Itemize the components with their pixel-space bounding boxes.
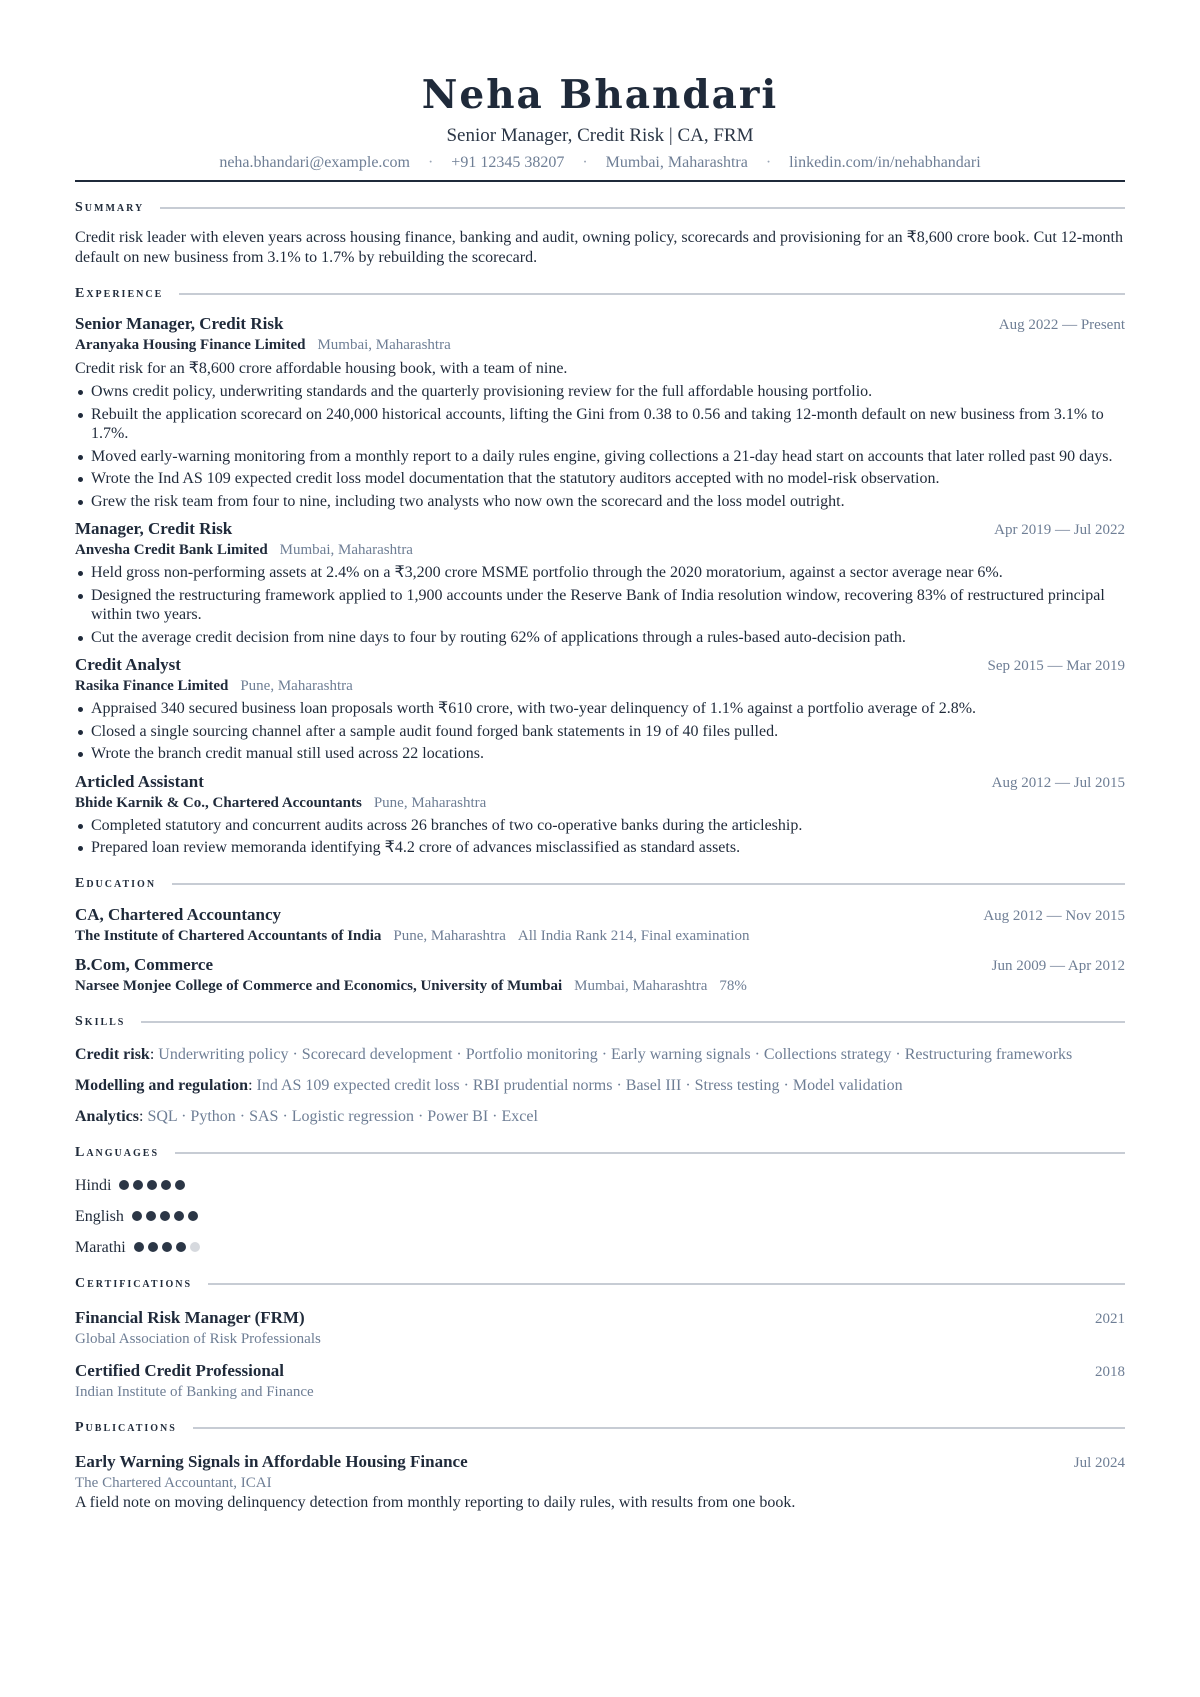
resume-header [75, 0, 1125, 182]
rating-dot-filled [188, 1211, 198, 1221]
list-item: Closed a single sourcing channel after a sample audit found forged bank statements in 19 of 40 files pulled. [75, 722, 1125, 742]
publications-section [75, 1416, 1125, 1513]
experience-entry [75, 314, 1125, 511]
skill-group: Analytics: SQL · Python · SAS · Logistic regression · Power BI · Excel [75, 1107, 538, 1125]
certification-issuer: Global Association of Risk Professionals [75, 1330, 321, 1347]
education-dates: Aug 2012 — Nov 2015 [983, 907, 1125, 924]
education-note: All India Rank 214, Final examination [517, 927, 750, 944]
job-organization: Bhide Karnik & Co., Chartered Accountants [75, 794, 362, 811]
languages-section [75, 1141, 1125, 1258]
section-title: Publications [75, 1419, 177, 1435]
section-divider [141, 1021, 1125, 1023]
rating-dot-filled [176, 1242, 186, 1252]
section-heading [75, 1141, 1125, 1165]
language-item [75, 1176, 1125, 1196]
experience-entry [75, 772, 1125, 858]
candidate-headline: Senior Manager, Credit Risk | CA, FRM [446, 125, 754, 146]
contact-line [75, 152, 1125, 174]
language-rating [132, 1208, 202, 1226]
publication-date: Jul 2024 [1073, 1454, 1125, 1471]
rating-dot-filled [119, 1180, 129, 1190]
job-location: Pune, Maharashtra [373, 794, 487, 811]
job-location: Mumbai, Maharashtra [279, 542, 413, 558]
header-divider [75, 180, 1125, 182]
skill-group: Credit risk: Underwriting policy · Scorecard development · Portfolio monitoring · Early warning signals · Collections strategy · Restructuring frameworks [75, 1045, 1073, 1063]
list-item: Completed statutory and concurrent audits across 26 branches of two co-operative banks during the articleship. [75, 816, 1125, 836]
section-divider [160, 207, 1125, 209]
rating-dot-filled [147, 1180, 157, 1190]
experience-entry [75, 655, 1125, 764]
rating-dot-filled [175, 1180, 185, 1190]
skill-label: Credit risk [75, 1045, 150, 1063]
certification-year: 2018 [1095, 1363, 1125, 1380]
contact-linkedin[interactable]: linkedin.com/in/nehabhandari [789, 154, 981, 171]
job-bullets [75, 382, 1125, 511]
candidate-name: Neha Bhandari [421, 72, 779, 118]
job-dates: Sep 2015 — Mar 2019 [987, 658, 1125, 674]
job-location: Mumbai, Maharashtra [317, 337, 451, 353]
job-dates: Aug 2012 — Jul 2015 [991, 774, 1125, 791]
skills-section [75, 1010, 1125, 1127]
school-name: Narsee Monjee College of Commerce and Economics, University of Mumbai [75, 977, 563, 994]
section-divider [193, 1427, 1125, 1429]
section-heading [75, 282, 1125, 306]
school-location: Mumbai, Maharashtra [574, 977, 708, 994]
contact-separator: · [427, 154, 434, 171]
job-location: Pune, Maharashtra [240, 678, 353, 694]
list-item: Rebuilt the application scorecard on 240,000 historical accounts, lifting the Gini from 0.38 to 0.56 and taking 12-month default on new business from 3.1% to 1.7%. [75, 405, 1125, 444]
skill-label: Modelling and regulation [75, 1076, 249, 1094]
certification-issuer: Indian Institute of Banking and Finance [75, 1383, 314, 1400]
job-organization: Rasika Finance Limited [75, 678, 229, 694]
degree-title: CA, Chartered Accountancy [75, 904, 282, 924]
list-item: Owns credit policy, underwriting standards and the quarterly provisioning review for the full affordable housing portfolio. [75, 382, 1125, 402]
job-organization: Aranyaka Housing Finance Limited [75, 337, 306, 353]
rating-dot-filled [134, 1242, 144, 1252]
school-name: The Institute of Chartered Accountants of India [75, 927, 382, 944]
contact-separator: · [582, 154, 588, 171]
section-heading [75, 196, 1125, 220]
publication-entry [75, 1452, 1125, 1513]
job-title: Manager, Credit Risk [75, 519, 233, 538]
list-item: Prepared loan review memoranda identifying ₹4.2 crore of advances misclassified as standard assets. [75, 838, 1125, 858]
skill-items: SQL · Python · SAS · Logistic regression · Power BI · Excel [147, 1107, 538, 1125]
certification-year: 2021 [1095, 1310, 1125, 1327]
section-divider [208, 1283, 1125, 1285]
rating-dot-filled [162, 1242, 172, 1252]
language-rating [134, 1239, 204, 1257]
job-bullets [75, 699, 1125, 764]
section-heading [75, 1010, 1125, 1034]
list-item: Designed the restructuring framework applied to 1,900 accounts under the Reserve Bank of India resolution window, recovering 83% of restructured principal within two years. [75, 586, 1125, 625]
list-item: Wrote the branch credit manual still used across 22 locations. [75, 744, 1125, 764]
experience-entry [75, 519, 1125, 647]
certifications-section [75, 1272, 1125, 1402]
publication-description: A field note on moving delinquency detection from monthly reporting to daily rules, with results from one book. [75, 1493, 796, 1511]
summary-section [75, 196, 1125, 268]
summary-text: Credit risk leader with eleven years across housing finance, banking and audit, owning policy, scorecards and provisioning for an ₹8,600 crore book. Cut 12-month default on new business from 3.1% to 1.7% by rebuilding the scorecard. [75, 229, 1123, 266]
publication-venue: The Chartered Accountant, ICAI [75, 1474, 272, 1491]
degree-title: B.Com, Commerce [75, 954, 214, 974]
job-bullets [75, 563, 1125, 647]
section-divider [175, 1152, 1125, 1154]
certification-name: Financial Risk Manager (FRM) [75, 1307, 305, 1327]
experience-section [75, 282, 1125, 858]
skill-group: Modelling and regulation: Ind AS 109 expected credit loss · RBI prudential norms · Basel III · Stress testing · Model validation [75, 1076, 903, 1094]
job-dates: Aug 2022 — Present [998, 317, 1125, 333]
education-dates: Jun 2009 — Apr 2012 [991, 957, 1125, 974]
list-item: Wrote the Ind AS 109 expected credit loss model documentation that the statutory auditors accepted with no model-risk observation. [75, 469, 1125, 489]
job-title: Senior Manager, Credit Risk [75, 314, 284, 333]
school-location: Pune, Maharashtra [393, 927, 506, 944]
language-item [75, 1207, 1125, 1227]
certification-entry [75, 1308, 1125, 1349]
skill-items: Underwriting policy · Scorecard development · Portfolio monitoring · Early warning signals · Collections strategy · Restructuring frameworks [158, 1045, 1073, 1063]
education-note: 78% [719, 977, 747, 994]
certification-name: Certified Credit Professional [75, 1360, 284, 1380]
rating-dot-empty [190, 1242, 200, 1252]
section-title: Skills [75, 1013, 126, 1029]
rating-dot-filled [133, 1180, 143, 1190]
language-name: English [75, 1207, 124, 1225]
skill-label: Analytics [75, 1107, 139, 1125]
section-title: Experience [75, 286, 164, 301]
rating-dot-filled [161, 1180, 171, 1190]
job-title: Articled Assistant [75, 771, 204, 791]
section-title: Education [75, 875, 157, 891]
job-title: Credit Analyst [75, 655, 181, 674]
list-item: Cut the average credit decision from nine days to four by routing 62% of applications through a rules-based auto-decision path. [75, 628, 1125, 648]
rating-dot-filled [160, 1211, 170, 1221]
language-name: Hindi [75, 1176, 112, 1194]
education-entry [75, 955, 1125, 996]
section-heading [75, 1272, 1125, 1296]
rating-dot-filled [132, 1211, 142, 1221]
section-title: Languages [75, 1144, 160, 1160]
section-divider [179, 293, 1125, 295]
section-divider [172, 883, 1125, 885]
language-rating [119, 1177, 189, 1195]
publication-title: Early Warning Signals in Affordable Housing Finance [75, 1451, 468, 1471]
contact-separator: · [765, 154, 772, 171]
job-bullets [75, 816, 1125, 858]
contact-email[interactable]: neha.bhandari@example.com [219, 154, 410, 171]
skill-items: Ind AS 109 expected credit loss · RBI prudential norms · Basel III · Stress testing · Model validation [256, 1076, 903, 1094]
job-dates: Apr 2019 — Jul 2022 [994, 522, 1125, 538]
contact-phone[interactable]: +91 12345 38207 [451, 154, 565, 171]
language-item [75, 1238, 1125, 1258]
job-description: Credit risk for an ₹8,600 crore affordable housing book, with a team of nine. [75, 360, 568, 377]
certification-entry [75, 1361, 1125, 1402]
job-organization: Anvesha Credit Bank Limited [75, 542, 268, 558]
language-name: Marathi [75, 1238, 126, 1256]
list-item: Moved early-warning monitoring from a monthly report to a daily rules engine, giving collections a 21-day head start on accounts that later rolled past 90 days. [75, 447, 1125, 467]
section-heading [75, 872, 1125, 896]
list-item: Held gross non-performing assets at 2.4% on a ₹3,200 crore MSME portfolio through the 2020 moratorium, against a sector average near 6%. [75, 563, 1125, 583]
education-section [75, 872, 1125, 996]
section-title: Certifications [75, 1275, 193, 1291]
list-item: Grew the risk team from four to nine, including two analysts who now own the scorecard and the loss model outright. [75, 492, 1125, 512]
list-item: Appraised 340 secured business loan proposals worth ₹610 crore, with two-year delinquency of 1.1% against a portfolio average of 2.8%. [75, 699, 1125, 719]
rating-dot-filled [148, 1242, 158, 1252]
education-entry [75, 905, 1125, 946]
section-title: Summary [75, 200, 145, 215]
rating-dot-filled [146, 1211, 156, 1221]
section-heading [75, 1416, 1125, 1440]
rating-dot-filled [174, 1211, 184, 1221]
contact-location: Mumbai, Maharashtra [605, 154, 748, 171]
